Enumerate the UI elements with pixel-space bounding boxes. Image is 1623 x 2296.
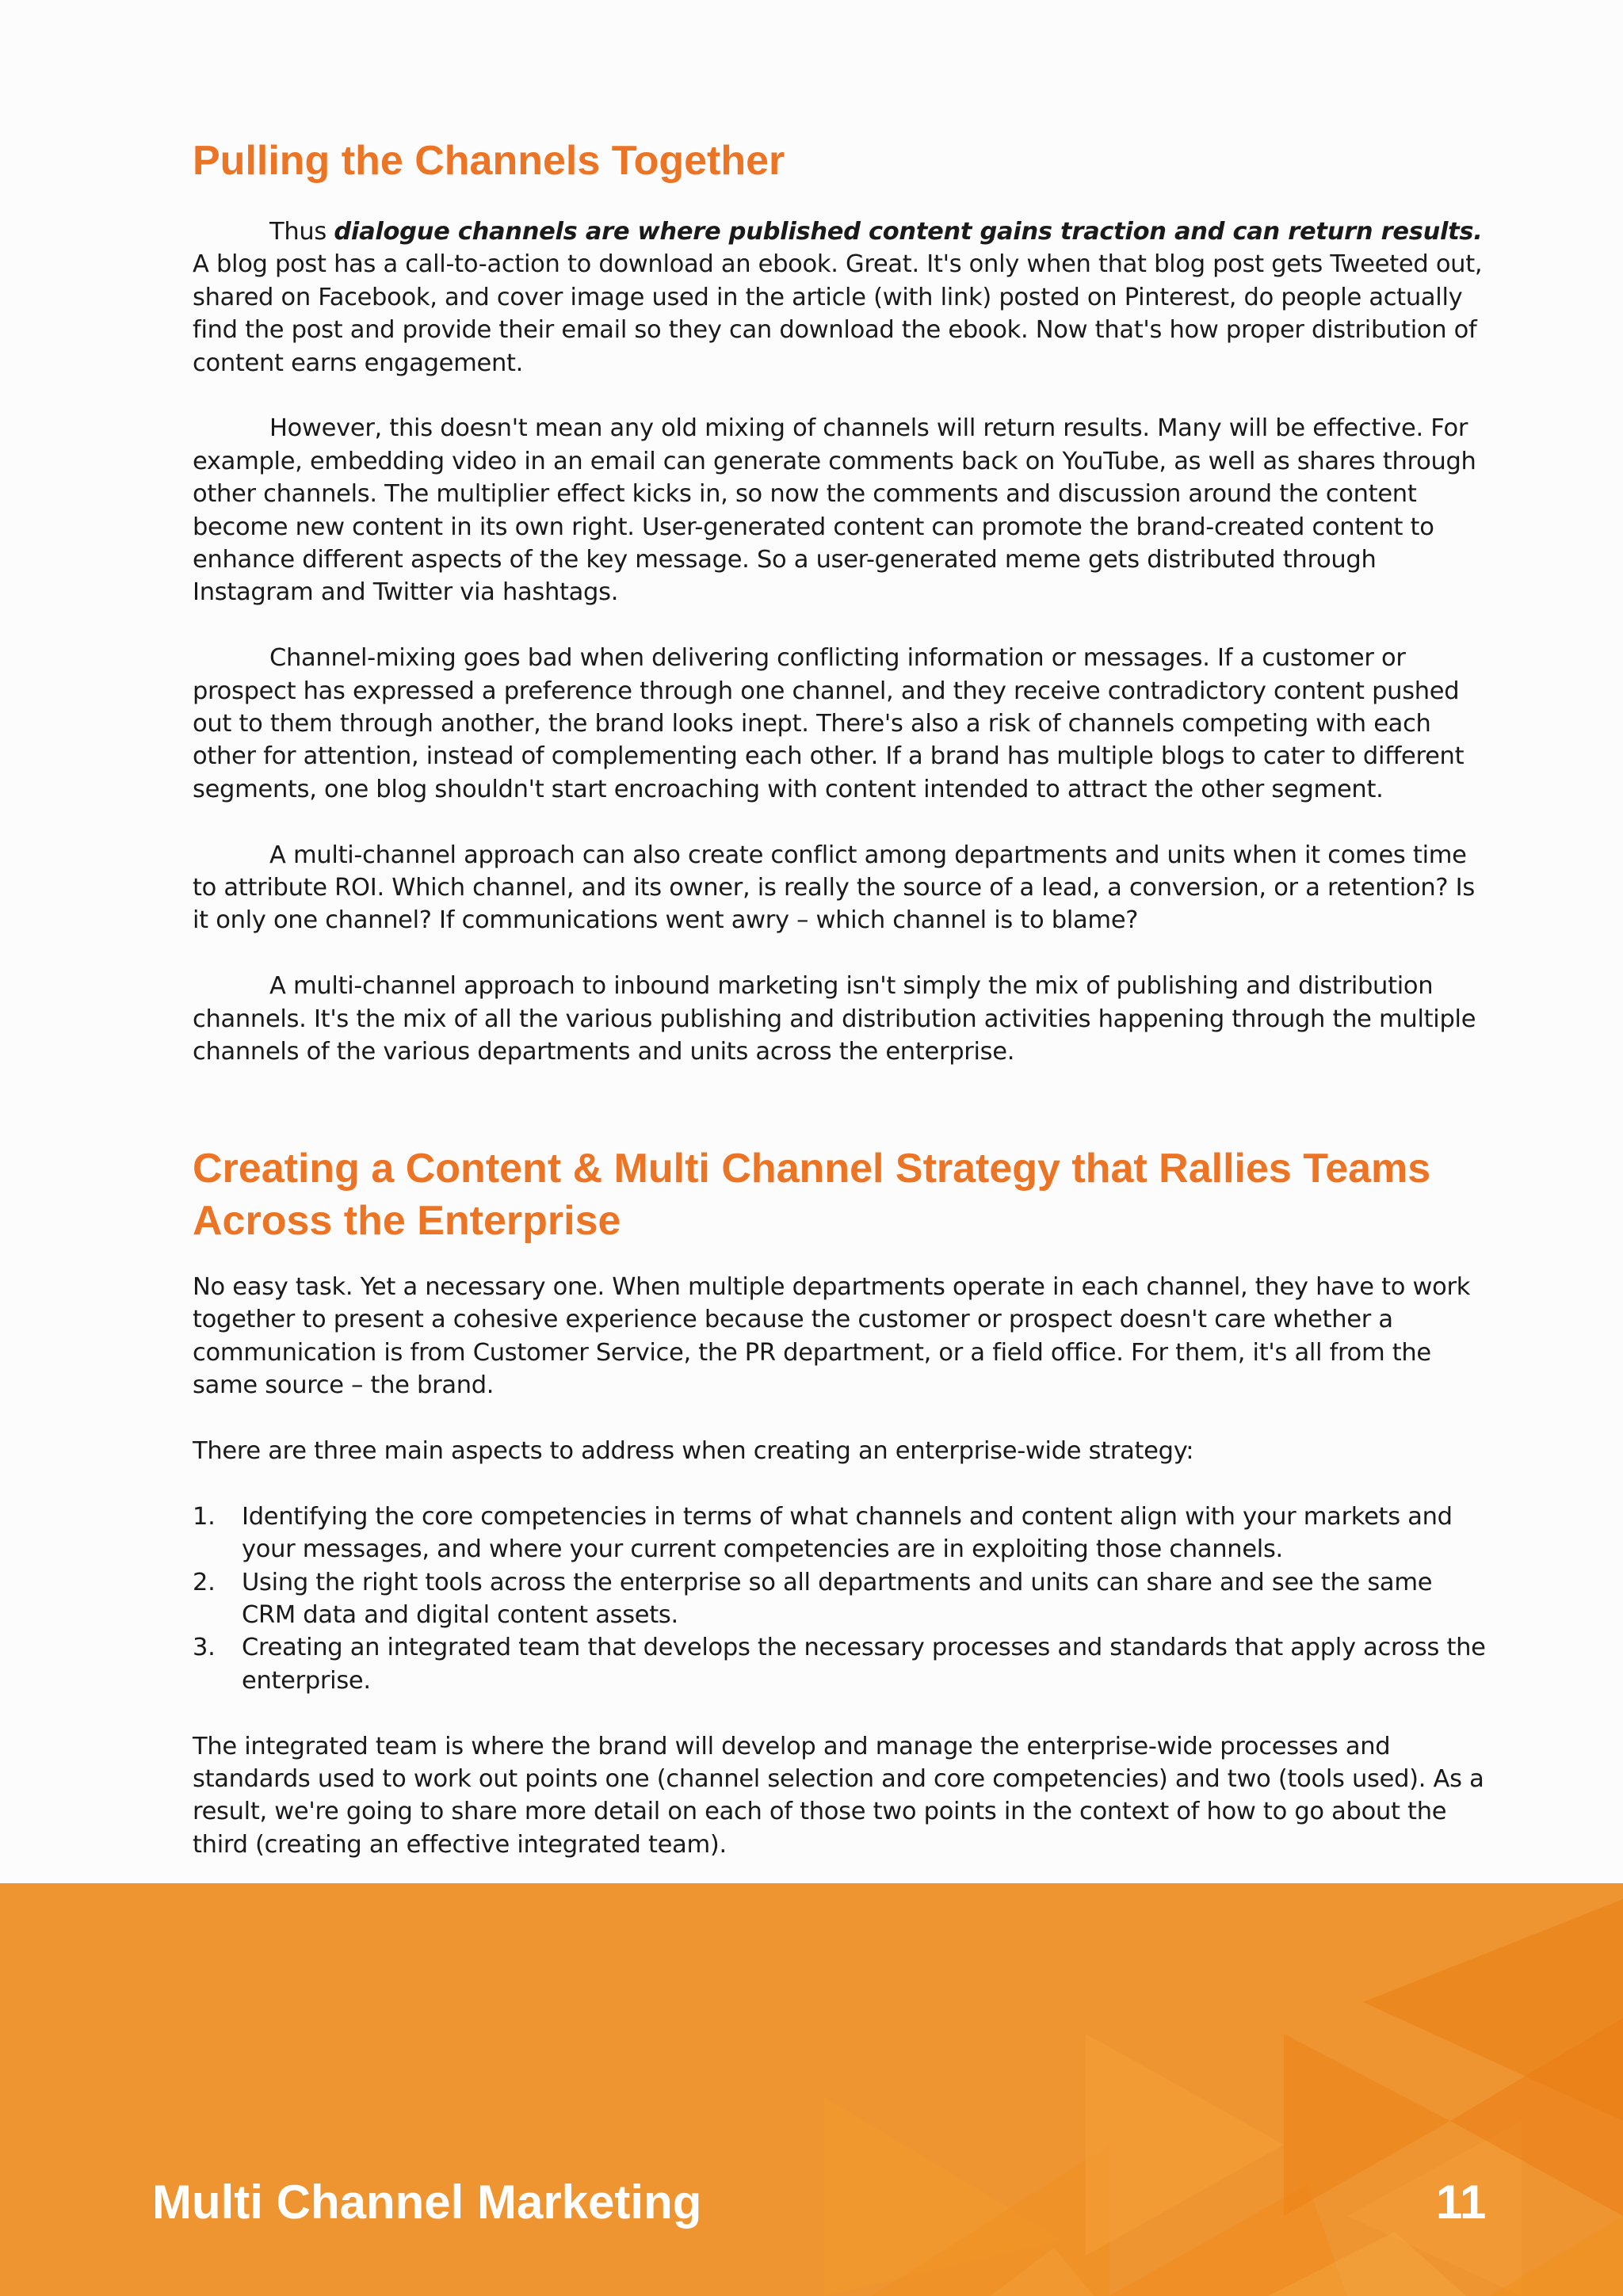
numbered-list — [193, 1501, 1492, 1697]
section-content-strategy-body — [193, 1271, 1492, 1894]
paragraph: The integrated team is where the brand will develop and manage the enterprise-wide processes and standards used to work out points one (channel selection and core competencies) and two (tools used). As a result, we're going to share more detail on each of those two points in the context of how to go about the third (creating an effective integrated team). — [193, 1732, 1484, 1859]
paragraph: A multi-channel approach to inbound marketing isn't simply the mix of publishing and distribution channels. It's the mix of all the various publishing and distribution activities happening through the multiple channels of the various departments and units across the enterprise. — [193, 972, 1476, 1066]
paragraph: However, this doesn't mean any old mixing of channels will return results. Many will be effective. For example, embedding video in an email can generate comments back on YouTube, as well as shares through other channels. The multiplier effect kicks in, so now the comments and discussion around the content become new content in its own right. User-generated content can promote the brand-created content to enhance different aspects of the key message. So a user-generated meme gets distributed through Instagram and Twitter via hashtags. — [193, 414, 1476, 607]
list-item — [193, 1501, 1492, 1566]
list-item-text: Using the right tools across the enterprise so all departments and units can share and see the same CRM data and digital content assets. — [242, 1568, 1433, 1630]
list-number: 1. — [193, 1502, 216, 1531]
list-item-text: Creating an integrated team that develops the necessary processes and standards that apply across the enterprise. — [242, 1634, 1486, 1695]
list-number: 2. — [193, 1568, 216, 1596]
section-pulling-channels-body — [193, 215, 1492, 1101]
emphasis-text: dialogue channels are where published content gains traction and can return results. — [334, 218, 1483, 246]
paragraph: A multi-channel approach can also create conflict among departments and units when it comes time to attribute ROI. Which channel, and its owner, is really the source of a lead, a conversion, or a retention? Is it only one channel? If communications went awry – which channel is to blame? — [193, 841, 1475, 935]
section-heading-pulling-channels: Pulling the Channels Together — [193, 138, 785, 184]
footer-banner — [0, 1883, 1623, 2296]
list-item — [193, 1631, 1492, 1697]
paragraph: There are three main aspects to address when creating an enterprise-wide strategy: — [193, 1437, 1194, 1466]
paragraph-text: A blog post has a call-to-action to download an ebook. Great. It's only when that blog post gets Tweeted out, shared on Facebook, and cover image used in the article (with link) posted on Pinterest, do people actually find the post and provide their email so they can download the ebook. Now that's how proper distribution of content earns engagement. — [193, 250, 1483, 377]
footer-title: Multi Channel Marketing — [152, 2176, 702, 2229]
section-heading-content-strategy: Creating a Content & Multi Channel Strategy that Rallies Teams Across the Enterprise — [193, 1146, 1431, 1244]
list-item — [193, 1566, 1492, 1632]
list-item-text: Identifying the core competencies in terms of what channels and content align with your markets and your messages, and where your current competencies are in exploiting those channels. — [242, 1502, 1453, 1564]
footer-triangle-pattern — [0, 1883, 1623, 2296]
paragraph: No easy task. Yet a necessary one. When multiple departments operate in each channel, they have to work together to present a cohesive experience because the customer or prospect doesn't care whether a communication is from Customer Service, the PR department, or a field office. For them, it's all from the same source – the brand. — [193, 1273, 1471, 1400]
page-number: 11 — [1436, 2176, 1487, 2229]
list-number: 3. — [193, 1634, 216, 1662]
paragraph: Channel-mixing goes bad when delivering conflicting information or messages. If a customer or prospect has expressed a preference through one channel, and they receive contradictory content pushed out to them through another, the brand looks inept. There's also a risk of channels competing with each other for attention, instead of complementing each other. If a brand has multiple blogs to cater to different segments, one blog shouldn't start encroaching with content intended to attract the other segment. — [193, 644, 1465, 803]
paragraph-lead: Thus — [269, 218, 334, 246]
paragraph — [193, 215, 1492, 379]
